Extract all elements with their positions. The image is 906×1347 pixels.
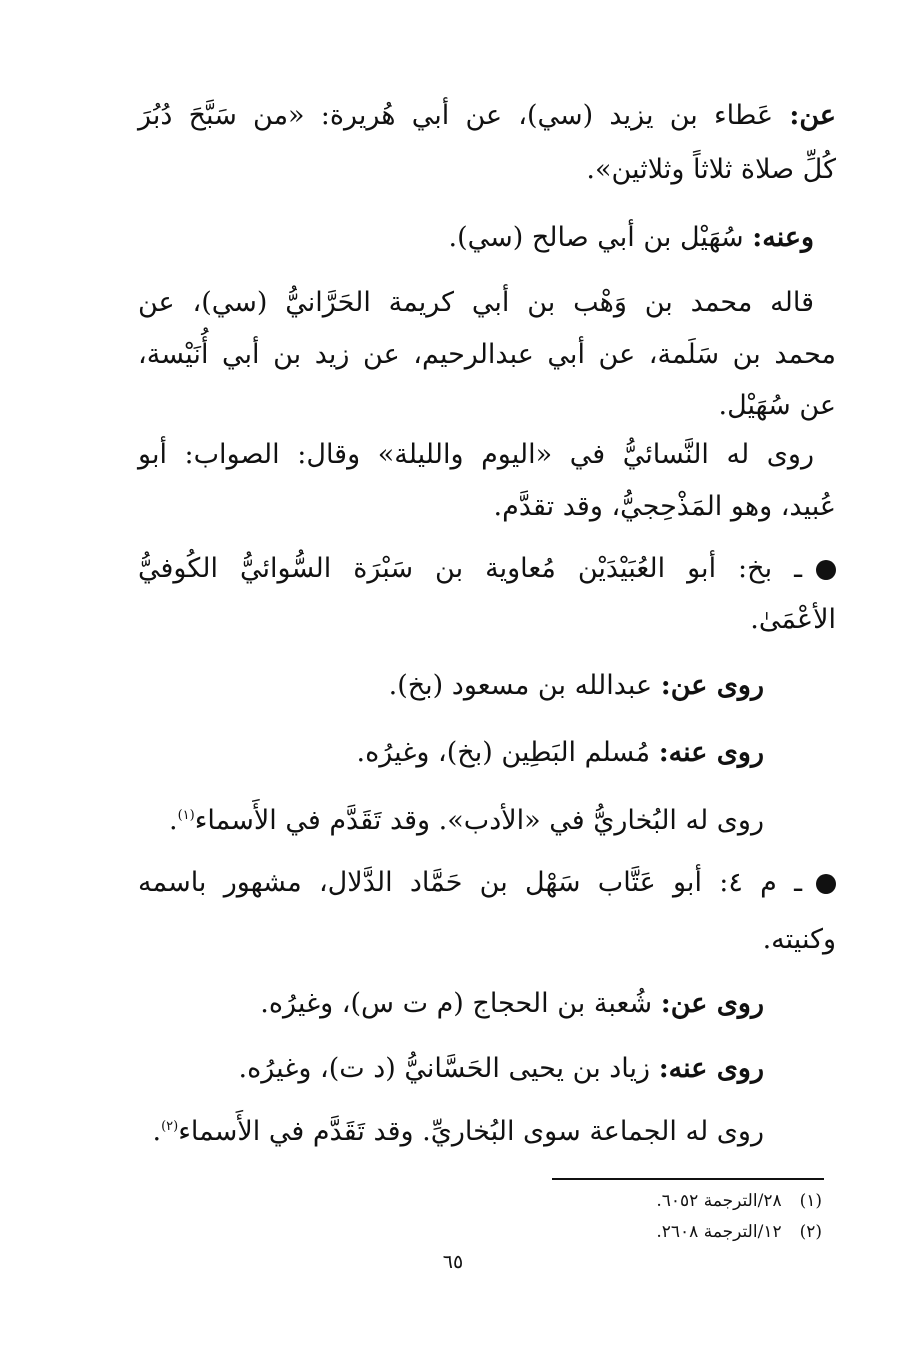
entry1-heading-line2: الأعْمَىٰ. — [750, 604, 836, 635]
footnote-divider — [552, 1178, 824, 1180]
note-end: . — [168, 805, 178, 836]
footnote-number: (١) — [799, 1191, 822, 1211]
p2-label: وعنه: — [752, 222, 814, 253]
footnote-ref[interactable]: (٢) — [161, 1119, 179, 1134]
rawa-anhu-label: روى عنه: — [658, 737, 764, 768]
p3-line1: قاله محمد بن وَهْب بن أبي كريمة الحَرَّانيُّ (سي)، عن — [138, 287, 814, 318]
page-number: ٦٥ — [442, 1251, 464, 1273]
bullet-icon — [816, 874, 836, 894]
rawa-an-text: شُعبة بن الحجاج (م ت س)، وغيرُه. — [260, 988, 653, 1019]
p3-line2: محمد بن سَلَمة، عن أبي عبدالرحيم، عن زيد بن أبي أُنَيْسة، — [138, 339, 836, 370]
note-text: روى له الجماعة سوى البُخاريِّ. وقد تَقَدَّم في الأَسماء — [178, 1116, 764, 1147]
footnote-2 — [656, 1220, 822, 1244]
rawa-anhu-label: روى عنه: — [658, 1053, 764, 1084]
p1-line2: كُلِّ صلاة ثلاثاً وثلاثين». — [586, 154, 836, 185]
footnote-number: (٢) — [799, 1222, 822, 1242]
p4-line1: روى له النَّسائيُّ في «اليوم والليلة» وقال: الصواب: أبو — [138, 439, 814, 470]
p4-line2: عُبيد، وهو المَذْحِجيُّ، وقد تقدَّم. — [493, 491, 836, 522]
bullet-icon — [816, 560, 836, 580]
p2-text: سُهَيْل بن أبي صالح (سي). — [448, 222, 744, 253]
entry2-rawa-an — [260, 984, 764, 1024]
entry1-rawa-anhu — [357, 733, 765, 773]
entry1-note — [169, 796, 764, 841]
entry1-heading-text: ـ بخ: أبو العُبَيْدَيْن مُعاوية بن سَبْرَة السُّوائيُّ الكُوفيُّ — [138, 553, 802, 584]
rawa-an-text: عبدالله بن مسعود (بخ). — [388, 670, 653, 701]
entry2-heading-line2: وكنيته. — [762, 924, 836, 955]
note-text: روى له البُخاريُّ في «الأدب». وقد تَقَدَّم في الأَسماء — [194, 805, 764, 836]
rawa-an-label: روى عن: — [660, 988, 764, 1019]
footnote-ref[interactable]: (١) — [177, 808, 195, 823]
entry1-heading — [138, 549, 836, 589]
p2-line — [448, 218, 814, 258]
p1-line1 — [138, 96, 836, 136]
entry2-heading-text: ـ م ٤: أبو عَتَّاب سَهْل بن حَمَّاد الدَّلال، مشهور باسمه — [138, 867, 802, 898]
entry1-rawa-an — [389, 666, 764, 706]
p3-line3: عن سُهَيْل. — [718, 390, 836, 421]
footnote-text: ١٢/الترجمة ٢٦٠٨. — [656, 1222, 782, 1242]
p1-label: عن: — [789, 100, 836, 131]
entry2-note — [152, 1107, 764, 1152]
rawa-an-label: روى عن: — [660, 670, 764, 701]
footnote-1 — [656, 1189, 822, 1213]
rawa-anhu-text: مُسلم البَطِين (بخ)، وغيرُه. — [356, 737, 651, 768]
rawa-anhu-text: زياد بن يحيى الحَسَّانيُّ (د ت)، وغيرُه. — [238, 1053, 651, 1084]
entry2-heading — [138, 863, 836, 903]
note-end: . — [152, 1116, 162, 1147]
entry2-rawa-anhu — [238, 1049, 764, 1089]
footnote-text: ٢٨/الترجمة ٦٠٥٢. — [656, 1191, 782, 1211]
p1-text: عَطاء بن يزيد (سي)، عن أبي هُريرة: «من سَبَّحَ دُبُرَ — [138, 100, 774, 131]
